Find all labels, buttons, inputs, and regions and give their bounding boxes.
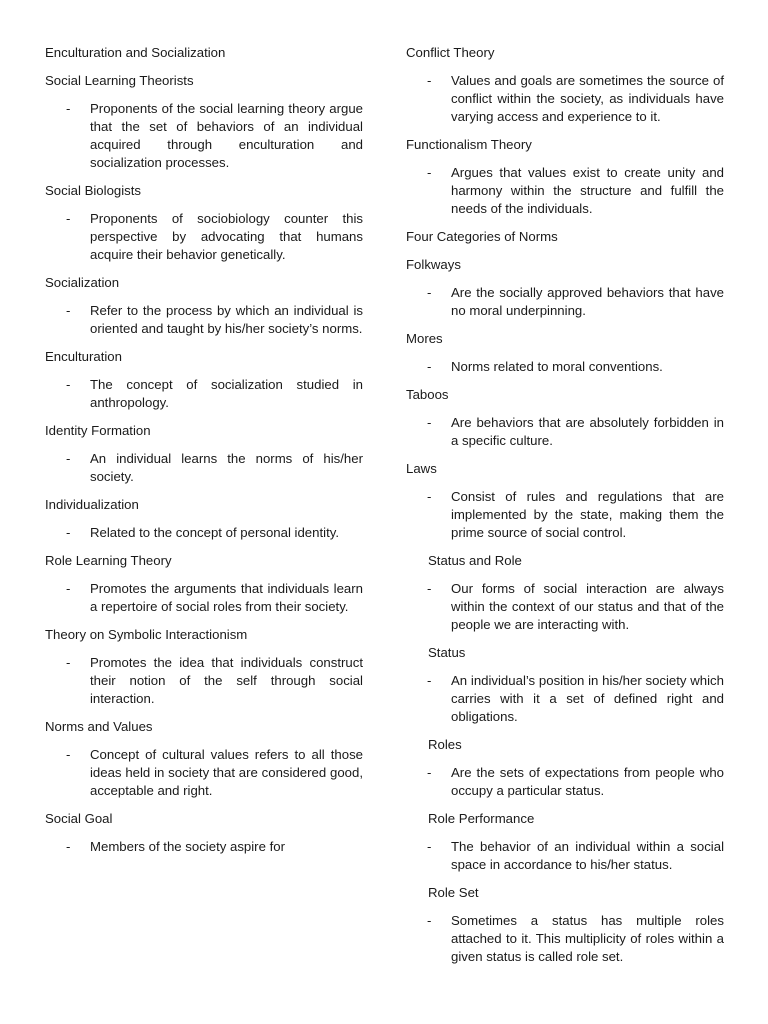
bullet-text: Argues that values exist to create unity and harmony within the structure and fulfill the needs of the individuals. <box>451 165 724 216</box>
section-heading: Role Set <box>428 885 479 900</box>
bullet-item <box>406 580 724 634</box>
bullet-text: Related to the concept of personal identity. <box>90 525 340 540</box>
section-roles <box>406 736 724 800</box>
bullet-text: Are the sets of expectations from people who occupy a particular status. <box>451 765 724 798</box>
bullet-text: Proponents of the social learning theory argue that the set of behaviors of an individual acquired through enculturation and socialization processes. <box>90 101 363 170</box>
section-identity-formation <box>45 422 363 486</box>
section-enculturation <box>45 348 363 412</box>
bullet-text: Promotes the idea that individuals construct their notion of the self through social interaction. <box>90 655 363 706</box>
bullet-item <box>406 414 724 450</box>
section-social-goal <box>45 810 363 856</box>
section-individualization <box>45 496 363 542</box>
bullet-text: An individual learns the norms of his/her society. <box>90 451 363 484</box>
bullet-text: Are the socially approved behaviors that have no moral underpinning. <box>451 285 724 318</box>
section-functionalism-theory <box>406 136 724 218</box>
section-heading: Identity Formation <box>45 423 151 438</box>
section-social-learning-theorists <box>45 72 363 172</box>
section-folkways <box>406 256 724 320</box>
bullet-text: Consist of rules and regulations that are implemented by the state, making them the prime source of social control. <box>451 489 724 540</box>
bullet-dash: - <box>66 377 71 392</box>
bullet-dash: - <box>427 285 432 300</box>
section-heading: Roles <box>428 737 462 752</box>
bullet-text: Are behaviors that are absolutely forbidden in a specific culture. <box>451 415 724 448</box>
right-column <box>406 44 724 976</box>
section-laws <box>406 460 724 542</box>
bullet-item <box>406 838 724 874</box>
section-heading: Social Goal <box>45 811 113 826</box>
section-norms-and-values <box>45 718 363 800</box>
section-role-set <box>406 884 724 966</box>
bullet-item <box>406 164 724 218</box>
bullet-text: Norms related to moral conventions. <box>451 359 663 374</box>
section-heading: Enculturation <box>45 349 122 364</box>
bullet-text: Values and goals are sometimes the source of conflict within the society, as individuals have varying access and experience to it. <box>451 73 724 124</box>
section-heading: Four Categories of Norms <box>406 229 558 244</box>
section-heading: Social Learning Theorists <box>45 73 194 88</box>
section-heading: Individualization <box>45 497 139 512</box>
bullet-dash: - <box>66 747 71 762</box>
bullet-dash: - <box>427 765 432 780</box>
section-role-performance <box>406 810 724 874</box>
bullet-dash: - <box>66 581 71 596</box>
bullet-dash: - <box>66 525 71 540</box>
bullet-text: Our forms of social interaction are always within the context of our status and that of the people we are interacting with. <box>451 581 724 632</box>
left-column <box>45 44 363 866</box>
bullet-item <box>406 672 724 726</box>
bullet-item <box>45 376 363 412</box>
bullet-item <box>45 838 363 856</box>
bullet-dash: - <box>66 303 71 318</box>
section-heading: Functionalism Theory <box>406 137 532 152</box>
bullet-dash: - <box>427 839 432 854</box>
section-heading: Folkways <box>406 257 461 272</box>
bullet-dash: - <box>66 451 71 466</box>
section-four-categories-of-norms <box>406 228 724 246</box>
bullet-dash: - <box>66 839 71 854</box>
section-role-learning-theory <box>45 552 363 616</box>
bullet-item <box>406 72 724 126</box>
bullet-item <box>45 210 363 264</box>
section-heading: Enculturation and Socialization <box>45 45 226 60</box>
bullet-text: Proponents of sociobiology counter this perspective by advocating that humans acquire their behavior genetically. <box>90 211 363 262</box>
bullet-text: Concept of cultural values refers to all those ideas held in society that are considered good, acceptable and right. <box>90 747 363 798</box>
bullet-dash: - <box>427 359 432 374</box>
bullet-item <box>45 746 363 800</box>
bullet-text: The behavior of an individual within a social space in accordance to his/her status. <box>451 839 724 872</box>
bullet-dash: - <box>427 913 432 928</box>
bullet-item <box>406 284 724 320</box>
bullet-item <box>45 302 363 338</box>
bullet-text: The concept of socialization studied in anthropology. <box>90 377 363 410</box>
section-status <box>406 644 724 726</box>
bullet-item <box>406 764 724 800</box>
bullet-item <box>45 100 363 172</box>
section-mores <box>406 330 724 376</box>
section-heading: Mores <box>406 331 443 346</box>
section-social-biologists <box>45 182 363 264</box>
section-heading: Role Learning Theory <box>45 553 172 568</box>
bullet-item <box>406 912 724 966</box>
bullet-item <box>45 654 363 708</box>
section-enculturation-and-socialization <box>45 44 363 62</box>
bullet-dash: - <box>427 415 432 430</box>
section-heading: Socialization <box>45 275 120 290</box>
bullet-item <box>45 524 363 542</box>
section-heading: Norms and Values <box>45 719 153 734</box>
bullet-dash: - <box>427 673 432 688</box>
section-conflict-theory <box>406 44 724 126</box>
bullet-dash: - <box>66 211 71 226</box>
section-heading: Social Biologists <box>45 183 142 198</box>
bullet-item <box>406 358 724 376</box>
section-socialization <box>45 274 363 338</box>
bullet-dash: - <box>427 489 432 504</box>
section-heading: Role Performance <box>428 811 535 826</box>
section-heading: Conflict Theory <box>406 45 495 60</box>
section-status-and-role <box>406 552 724 634</box>
section-heading: Laws <box>406 461 437 476</box>
bullet-text: Refer to the process by which an individual is oriented and taught by his/her society’s norms. <box>90 303 363 336</box>
section-theory-on-symbolic-interactionism <box>45 626 363 708</box>
bullet-item <box>406 488 724 542</box>
section-heading: Status and Role <box>428 553 522 568</box>
section-taboos <box>406 386 724 450</box>
section-heading: Theory on Symbolic Interactionism <box>45 627 248 642</box>
bullet-text: Sometimes a status has multiple roles attached to it. This multiplicity of roles within a given status is called role set. <box>451 913 724 964</box>
section-heading: Taboos <box>406 387 449 402</box>
section-heading: Status <box>428 645 466 660</box>
bullet-dash: - <box>66 655 71 670</box>
bullet-dash: - <box>427 73 432 88</box>
bullet-text: Promotes the arguments that individuals learn a repertoire of social roles from their society. <box>90 581 363 614</box>
bullet-dash: - <box>427 581 432 596</box>
bullet-item <box>45 450 363 486</box>
bullet-text: Members of the society aspire for <box>90 839 285 854</box>
bullet-item <box>45 580 363 616</box>
bullet-dash: - <box>66 101 71 116</box>
bullet-dash: - <box>427 165 432 180</box>
bullet-text: An individual’s position in his/her society which carries with it a set of defined right and obligations. <box>451 673 724 724</box>
